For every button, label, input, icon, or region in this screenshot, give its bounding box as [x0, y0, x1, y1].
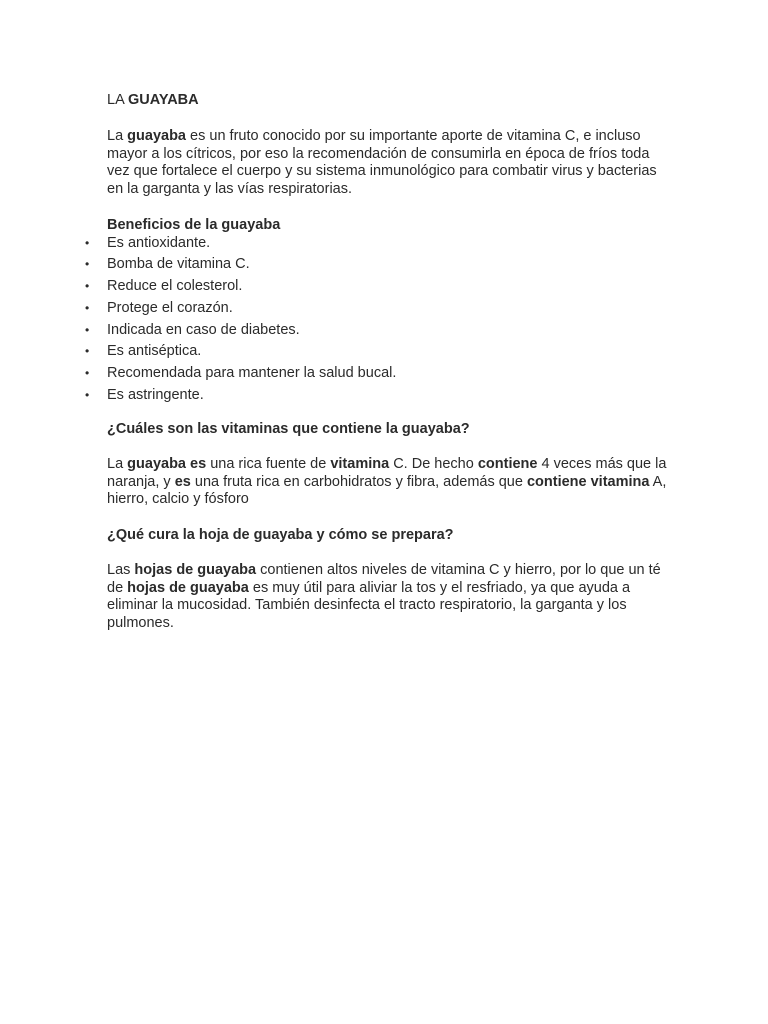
intro-text: es un fruto conocido por su importante aporte de vitamina C, e incluso mayor a los cítricos, por eso la recomendación de consumirla en época de fríos toda vez que fortalece el cuerpo y su sistema inmunológico para combatir virus y bacterias en la garganta y las vías respiratorias. — [107, 128, 657, 197]
list-item — [85, 256, 667, 278]
bullet-icon: • — [85, 344, 90, 359]
list-item-label: Protege el corazón. — [107, 299, 233, 316]
page-title — [107, 91, 667, 109]
list-item — [85, 321, 667, 344]
list-item — [85, 365, 667, 387]
bullet-icon: • — [85, 322, 90, 337]
paragraph-bold: hojas de guayaba — [134, 562, 257, 579]
paragraph-text: contienen altos niveles de vitamina C y hierro, por lo que un té de — [107, 562, 661, 596]
paragraph-text: 4 veces más que la naranja, y — [107, 456, 667, 490]
intro-paragraph — [107, 128, 667, 198]
list-item — [85, 278, 667, 300]
list-item-label: Es antiséptica. — [107, 343, 202, 360]
bullet-icon: • — [85, 235, 90, 250]
list-item — [85, 234, 667, 257]
paragraph-text: es muy útil para aliviar la tos y el resfriado, ya que ayuda a eliminar la mucosidad. También desinfecta el tracto respiratorio, la garganta y los pulmones. — [107, 579, 631, 631]
paragraph-text: una fruta rica en carbohidratos y fibra, además que — [190, 473, 527, 490]
bullet-icon: • — [85, 366, 90, 381]
list-item-label: Es astringente. — [107, 387, 204, 404]
intro-bold: guayaba — [127, 128, 187, 144]
section-heading-vitamins: ¿Cuáles son las vitaminas que contiene la guayaba? — [107, 420, 470, 437]
bullet-icon: • — [85, 257, 90, 272]
paragraph-bold: contiene vitamina — [526, 473, 650, 490]
benefits-list — [85, 234, 667, 409]
bullet-icon: • — [85, 388, 90, 403]
list-item-label: Recomendada para mantener la salud bucal. — [107, 365, 397, 382]
title-prefix: LA — [107, 92, 124, 108]
paragraph-text: La — [107, 456, 128, 473]
paragraph-text: C. De hecho — [389, 456, 478, 473]
intro-text: La — [107, 128, 128, 144]
leaf-paragraph — [107, 562, 667, 632]
list-item — [85, 299, 667, 322]
paragraph-bold: es — [174, 473, 191, 490]
section-heading-leaf: ¿Qué cura la hoja de guayaba y cómo se prepara? — [107, 526, 454, 543]
list-item-label: Indicada en caso de diabetes. — [107, 321, 300, 338]
paragraph-text: Las — [107, 562, 135, 579]
paragraph-bold: hojas de guayaba — [127, 579, 249, 596]
list-item-label: Reduce el colesterol. — [107, 278, 243, 295]
paragraph-text: una rica fuente de — [206, 456, 331, 473]
vitamins-paragraph — [107, 456, 667, 509]
list-item-label: Bomba de vitamina C. — [107, 256, 250, 273]
paragraph-bold: guayaba es — [127, 456, 207, 473]
bullet-icon: • — [85, 300, 90, 315]
paragraph-text: A, hierro, calcio y fósforo — [107, 473, 667, 508]
benefits-heading: Beneficios de la guayaba — [107, 217, 281, 233]
list-item — [85, 387, 667, 409]
list-item — [85, 343, 667, 365]
document-page — [85, 91, 667, 632]
paragraph-bold: vitamina — [330, 456, 390, 473]
list-item-label: Es antioxidante. — [107, 234, 211, 251]
title-bold: GUAYABA — [127, 92, 199, 108]
bullet-icon: • — [85, 279, 90, 294]
paragraph-bold: contiene — [477, 456, 538, 473]
